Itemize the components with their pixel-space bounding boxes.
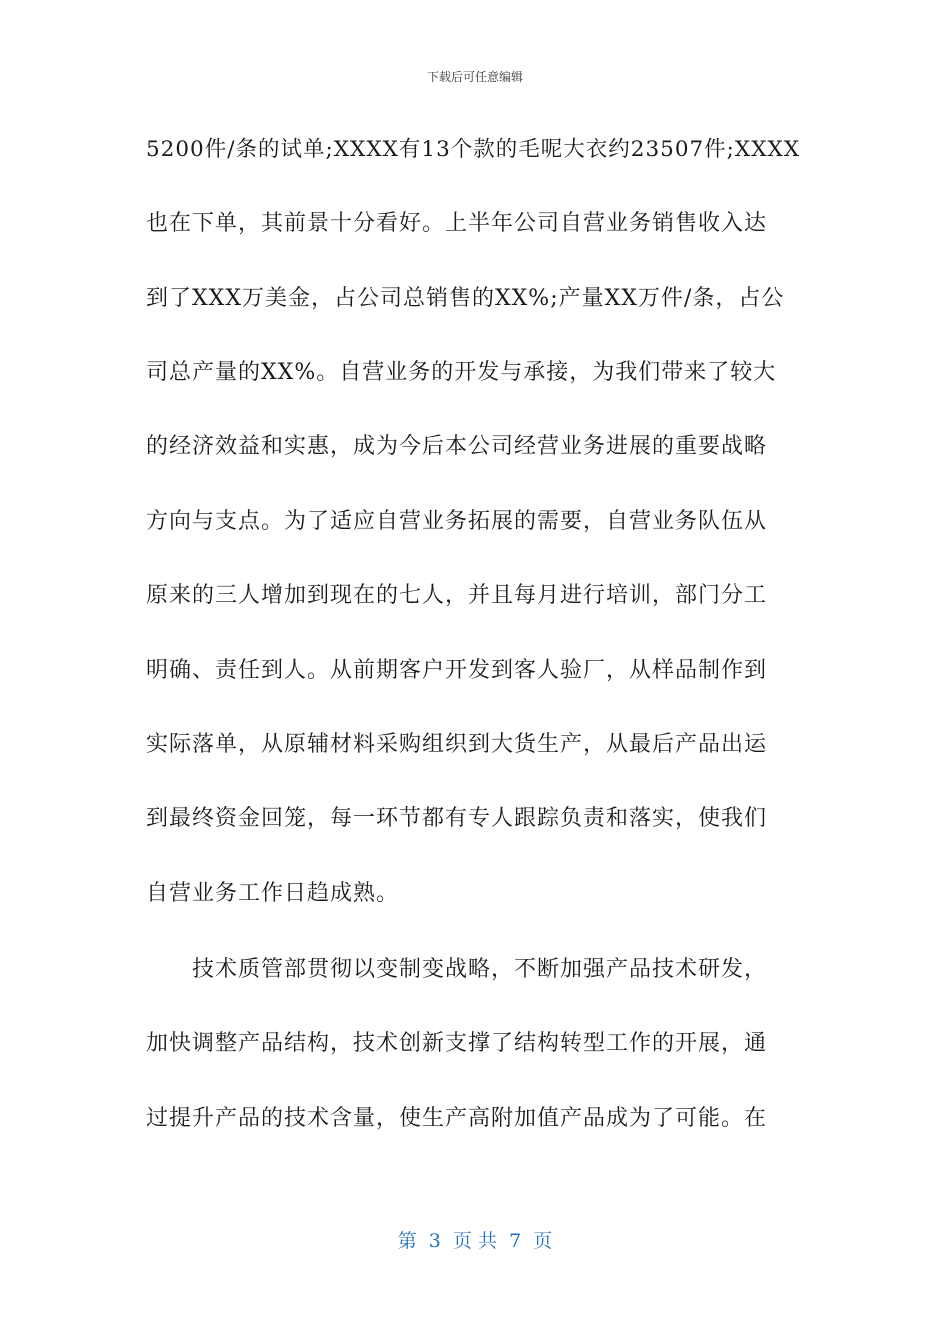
text-line: 5200件/条的试单;XXXX有13个款的毛呢大衣约23507件;XXXX: [146, 137, 801, 162]
text-line: 明确、责任到人。从前期客户开发到客人验厂，从样品制作到: [146, 658, 768, 683]
text-line: 加快调整产品结构，技术创新支撑了结构转型工作的开展，通: [146, 1031, 768, 1056]
text-line: 实际落单，从原辅材料采购组织到大货生产，从最后产品出运: [146, 732, 768, 757]
text-line: 方向与支点。为了适应自营业务拓展的需要，自营业务队伍从: [146, 509, 768, 534]
text-line: 原来的三人增加到现在的七人，并且每月进行培训，部门分工: [146, 583, 768, 608]
page-header: 下载后可任意编辑: [426, 70, 523, 84]
text-line: 过提升产品的技术含量，使生产高附加值产品成为了可能。在: [146, 1106, 768, 1131]
text-line: 司总产量的XX%。自营业务的开发与承接，为我们带来了较大: [146, 360, 777, 385]
page-number-footer: 第 3 页 共 7 页: [397, 1230, 553, 1252]
text-line: 技术质管部贯彻以变制变战略，不断加强产品技术研发，: [192, 957, 768, 982]
text-line: 自营业务工作日趋成熟。: [146, 881, 400, 906]
text-line: 也在下单，其前景十分看好。上半年公司自营业务销售收入达: [146, 211, 768, 236]
text-line: 的经济效益和实惠，成为今后本公司经营业务进展的重要战略: [146, 434, 768, 459]
text-line: 到了XXX万美金，占公司总销售的XX%;产量XX万件/条，占公: [146, 286, 785, 311]
text-line: 到最终资金回笼，每一环节都有专人跟踪负责和落实，使我们: [146, 806, 768, 831]
